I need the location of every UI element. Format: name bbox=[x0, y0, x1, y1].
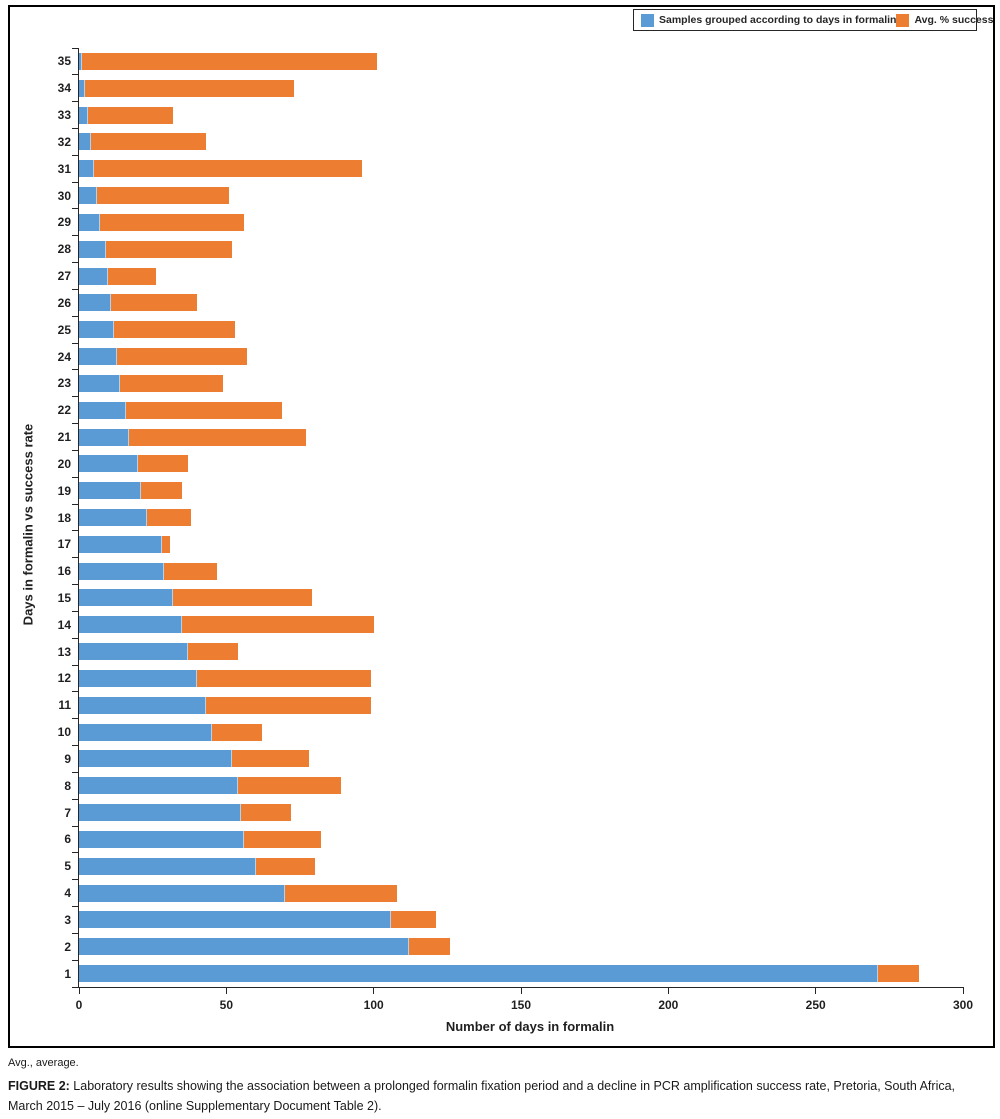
samples-bar-segment bbox=[79, 160, 94, 177]
abbreviation-note: Avg., average. bbox=[8, 1057, 79, 1069]
x-tick-label: 250 bbox=[805, 998, 826, 1012]
samples-bar-segment bbox=[79, 858, 256, 875]
bar-row-day-26 bbox=[79, 294, 197, 311]
x-axis-title: Number of days in formalin bbox=[445, 1019, 615, 1034]
success-bar-segment bbox=[114, 321, 235, 338]
success-bar-segment bbox=[141, 482, 182, 499]
y-tick-label: 18 bbox=[57, 510, 71, 525]
x-axis-tick bbox=[226, 987, 227, 994]
x-tick-label: 50 bbox=[219, 998, 233, 1012]
y-tick-label: 15 bbox=[57, 590, 71, 605]
samples-bar-segment bbox=[79, 589, 173, 606]
samples-bar-segment bbox=[79, 348, 117, 365]
bar-row-day-5 bbox=[79, 858, 315, 875]
samples-bar-segment bbox=[79, 107, 88, 124]
x-tick-label: 150 bbox=[510, 998, 532, 1012]
y-tick-label: 30 bbox=[57, 188, 71, 203]
y-tick-label: 25 bbox=[57, 322, 71, 337]
samples-bar-segment bbox=[79, 268, 108, 285]
success-bar-segment bbox=[85, 80, 294, 97]
bar-row-day-3 bbox=[79, 911, 436, 928]
y-tick-label: 22 bbox=[57, 403, 71, 418]
bar-row-day-32 bbox=[79, 133, 206, 150]
samples-bar-segment bbox=[79, 536, 162, 553]
y-axis-tick bbox=[72, 316, 78, 317]
y-axis-tick bbox=[72, 745, 78, 746]
bar-row-day-20 bbox=[79, 455, 188, 472]
samples-bar-segment bbox=[79, 697, 206, 714]
samples-bar-segment bbox=[79, 885, 285, 902]
bar-row-day-2 bbox=[79, 938, 450, 955]
bar-row-day-7 bbox=[79, 804, 291, 821]
y-tick-label: 23 bbox=[57, 376, 71, 391]
success-bar-segment bbox=[100, 214, 244, 231]
success-bar-segment bbox=[91, 133, 206, 150]
samples-bar-segment bbox=[79, 214, 100, 231]
success-bar-segment bbox=[232, 750, 309, 767]
samples-bar-segment bbox=[79, 804, 241, 821]
bar-row-day-12 bbox=[79, 670, 371, 687]
y-axis-tick bbox=[72, 879, 78, 880]
success-bar-segment bbox=[173, 589, 311, 606]
bar-row-day-18 bbox=[79, 509, 191, 526]
success-bar-segment bbox=[188, 643, 238, 660]
y-axis-title: Days in formalin vs success rate bbox=[20, 423, 36, 626]
bar-row-day-29 bbox=[79, 214, 244, 231]
success-bar-segment bbox=[162, 536, 171, 553]
y-tick-label: 12 bbox=[57, 671, 71, 686]
y-axis-tick bbox=[72, 128, 78, 129]
success-bar-segment bbox=[97, 187, 230, 204]
y-tick-label: 28 bbox=[57, 242, 71, 257]
success-bar-segment bbox=[164, 563, 217, 580]
y-axis-tick bbox=[72, 530, 78, 531]
samples-bar-segment bbox=[79, 294, 111, 311]
samples-bar-segment bbox=[79, 965, 878, 982]
success-bar-segment bbox=[120, 375, 223, 392]
y-tick-label: 8 bbox=[64, 778, 71, 793]
bar-row-day-24 bbox=[79, 348, 247, 365]
y-tick-label: 20 bbox=[57, 456, 71, 471]
y-tick-label: 5 bbox=[64, 859, 71, 874]
bar-row-day-16 bbox=[79, 563, 217, 580]
samples-bar-segment bbox=[79, 724, 212, 741]
y-axis-tick bbox=[72, 101, 78, 102]
bar-row-day-35 bbox=[79, 53, 377, 70]
samples-bar-segment bbox=[79, 455, 138, 472]
success-bar-segment bbox=[129, 429, 306, 446]
y-axis-tick bbox=[72, 584, 78, 585]
x-axis-tick bbox=[815, 987, 816, 994]
y-tick-label: 10 bbox=[57, 725, 71, 740]
y-tick-label: 16 bbox=[57, 564, 71, 579]
chart-legend bbox=[633, 9, 994, 31]
y-tick-label: 33 bbox=[57, 108, 71, 123]
y-axis-tick bbox=[72, 369, 78, 370]
success-bar-segment bbox=[94, 160, 362, 177]
samples-bar-segment bbox=[79, 241, 106, 258]
y-axis-tick bbox=[72, 906, 78, 907]
success-bar-segment bbox=[256, 858, 315, 875]
success-legend-label: Avg. % success bbox=[914, 14, 994, 26]
samples-legend-label: Samples grouped according to days in formalin bbox=[659, 14, 897, 26]
y-tick-label: 24 bbox=[57, 349, 71, 364]
samples-bar-segment bbox=[79, 563, 164, 580]
success-bar-segment bbox=[391, 911, 435, 928]
bar-row-day-15 bbox=[79, 589, 312, 606]
y-tick-label: 14 bbox=[57, 617, 71, 632]
y-axis-tick bbox=[72, 772, 78, 773]
samples-bar-segment bbox=[79, 429, 129, 446]
y-axis-tick bbox=[72, 235, 78, 236]
x-axis-tick bbox=[373, 987, 374, 994]
y-axis-tick bbox=[72, 638, 78, 639]
figure-caption-label: FIGURE 2: bbox=[8, 1079, 70, 1093]
samples-bar-segment bbox=[79, 321, 114, 338]
y-tick-label: 29 bbox=[57, 215, 71, 230]
figure-caption-text: Laboratory results showing the association between a prolonged formalin fixation period and a decline in PCR amplification success rate, Pretoria, South Africa, March 2015 – July 2016 (online Supplementary Document Table 2). bbox=[8, 1079, 956, 1113]
y-tick-label: 17 bbox=[57, 537, 71, 552]
x-axis-tick bbox=[79, 987, 80, 994]
x-tick-label: 200 bbox=[658, 998, 679, 1012]
bar-row-day-22 bbox=[79, 402, 282, 419]
success-bar-segment bbox=[106, 241, 233, 258]
y-axis-tick bbox=[72, 423, 78, 424]
legend-item-success bbox=[896, 14, 993, 27]
success-bar-segment bbox=[212, 724, 262, 741]
y-tick-label: 34 bbox=[57, 81, 71, 96]
samples-bar-segment bbox=[79, 375, 120, 392]
y-axis-tick bbox=[72, 182, 78, 183]
success-bar-segment bbox=[88, 107, 173, 124]
bar-row-day-14 bbox=[79, 616, 374, 633]
y-tick-label: 3 bbox=[64, 912, 71, 927]
success-bar-segment bbox=[241, 804, 291, 821]
x-tick-label: 300 bbox=[952, 998, 974, 1012]
samples-bar-segment bbox=[79, 670, 197, 687]
y-axis-tick bbox=[72, 343, 78, 344]
y-axis-tick bbox=[72, 262, 78, 263]
y-tick-label: 6 bbox=[64, 832, 71, 847]
y-axis-tick bbox=[72, 74, 78, 75]
success-bar-segment bbox=[108, 268, 155, 285]
success-bar-segment bbox=[117, 348, 247, 365]
y-tick-label: 19 bbox=[57, 483, 71, 498]
y-tick-label: 1 bbox=[64, 966, 71, 981]
samples-bar-segment bbox=[79, 777, 238, 794]
bar-row-day-10 bbox=[79, 724, 262, 741]
bar-row-day-9 bbox=[79, 750, 309, 767]
y-axis-tick bbox=[72, 933, 78, 934]
bar-row-day-1 bbox=[79, 965, 919, 982]
samples-bar-segment bbox=[79, 482, 141, 499]
legend-item-samples bbox=[641, 14, 896, 27]
samples-bar-segment bbox=[79, 911, 391, 928]
bar-row-day-23 bbox=[79, 375, 223, 392]
bar-row-day-30 bbox=[79, 187, 229, 204]
samples-bar-segment bbox=[79, 187, 97, 204]
y-axis-tick bbox=[72, 611, 78, 612]
success-bar-segment bbox=[126, 402, 282, 419]
bar-row-day-8 bbox=[79, 777, 341, 794]
x-axis-tick bbox=[668, 987, 669, 994]
bar-row-day-6 bbox=[79, 831, 321, 848]
bar-row-day-31 bbox=[79, 160, 362, 177]
y-tick-label: 9 bbox=[64, 751, 71, 766]
success-bar-segment bbox=[409, 938, 450, 955]
y-tick-label: 27 bbox=[57, 269, 71, 284]
success-bar-segment bbox=[182, 616, 374, 633]
y-axis-tick bbox=[72, 852, 78, 853]
y-axis-tick bbox=[72, 987, 78, 988]
success-bar-segment bbox=[138, 455, 188, 472]
y-tick-label: 11 bbox=[58, 698, 71, 713]
samples-bar-segment bbox=[79, 616, 182, 633]
bar-row-day-34 bbox=[79, 80, 294, 97]
y-tick-label: 32 bbox=[57, 134, 71, 149]
bar-row-day-33 bbox=[79, 107, 173, 124]
bar-row-day-28 bbox=[79, 241, 232, 258]
y-tick-label: 4 bbox=[64, 886, 71, 901]
y-axis-tick bbox=[72, 718, 78, 719]
success-bar-segment bbox=[878, 965, 919, 982]
success-bar-segment bbox=[111, 294, 196, 311]
x-axis-tick bbox=[963, 987, 964, 994]
bar-row-day-4 bbox=[79, 885, 397, 902]
success-bar-segment bbox=[206, 697, 371, 714]
y-axis-tick bbox=[72, 557, 78, 558]
figure-caption bbox=[8, 1076, 993, 1116]
y-axis-tick bbox=[72, 960, 78, 961]
success-bar-segment bbox=[147, 509, 191, 526]
x-tick-label: 0 bbox=[75, 998, 83, 1012]
y-axis-tick bbox=[72, 504, 78, 505]
success-legend-swatch bbox=[896, 14, 909, 27]
samples-bar-segment bbox=[79, 402, 126, 419]
samples-legend-swatch bbox=[641, 14, 654, 27]
success-bar-segment bbox=[285, 885, 397, 902]
y-axis-tick bbox=[72, 665, 78, 666]
samples-bar-segment bbox=[79, 831, 244, 848]
y-tick-label: 7 bbox=[64, 805, 71, 820]
y-tick-label: 2 bbox=[64, 939, 71, 954]
y-axis-tick bbox=[72, 396, 78, 397]
y-tick-label: 26 bbox=[57, 295, 71, 310]
bar-row-day-13 bbox=[79, 643, 238, 660]
y-axis-tick bbox=[72, 289, 78, 290]
bar-row-day-21 bbox=[79, 429, 306, 446]
y-tick-label: 31 bbox=[57, 161, 71, 176]
success-bar-segment bbox=[82, 53, 377, 70]
bar-row-day-17 bbox=[79, 536, 170, 553]
y-tick-label: 21 bbox=[57, 430, 71, 444]
samples-bar-segment bbox=[79, 509, 147, 526]
x-axis-tick bbox=[521, 987, 522, 994]
samples-bar-segment bbox=[79, 938, 409, 955]
success-bar-segment bbox=[244, 831, 321, 848]
y-axis-tick bbox=[72, 155, 78, 156]
y-axis-tick bbox=[72, 477, 78, 478]
y-axis-tick bbox=[72, 799, 78, 800]
x-tick-label: 100 bbox=[363, 998, 384, 1012]
bar-row-day-25 bbox=[79, 321, 235, 338]
y-axis-tick bbox=[72, 48, 78, 49]
y-tick-label: 13 bbox=[57, 644, 71, 659]
y-axis-tick bbox=[72, 691, 78, 692]
y-axis-tick bbox=[72, 826, 78, 827]
success-bar-segment bbox=[197, 670, 371, 687]
y-axis-tick bbox=[72, 450, 78, 451]
bar-row-day-27 bbox=[79, 268, 156, 285]
samples-bar-segment bbox=[79, 750, 232, 767]
samples-bar-segment bbox=[79, 643, 188, 660]
samples-bar-segment bbox=[79, 133, 91, 150]
y-tick-label: 35 bbox=[57, 54, 71, 69]
success-bar-segment bbox=[238, 777, 341, 794]
y-axis-tick bbox=[72, 208, 78, 209]
bar-row-day-11 bbox=[79, 697, 371, 714]
plot-area bbox=[57, 48, 974, 1012]
bar-row-day-19 bbox=[79, 482, 182, 499]
